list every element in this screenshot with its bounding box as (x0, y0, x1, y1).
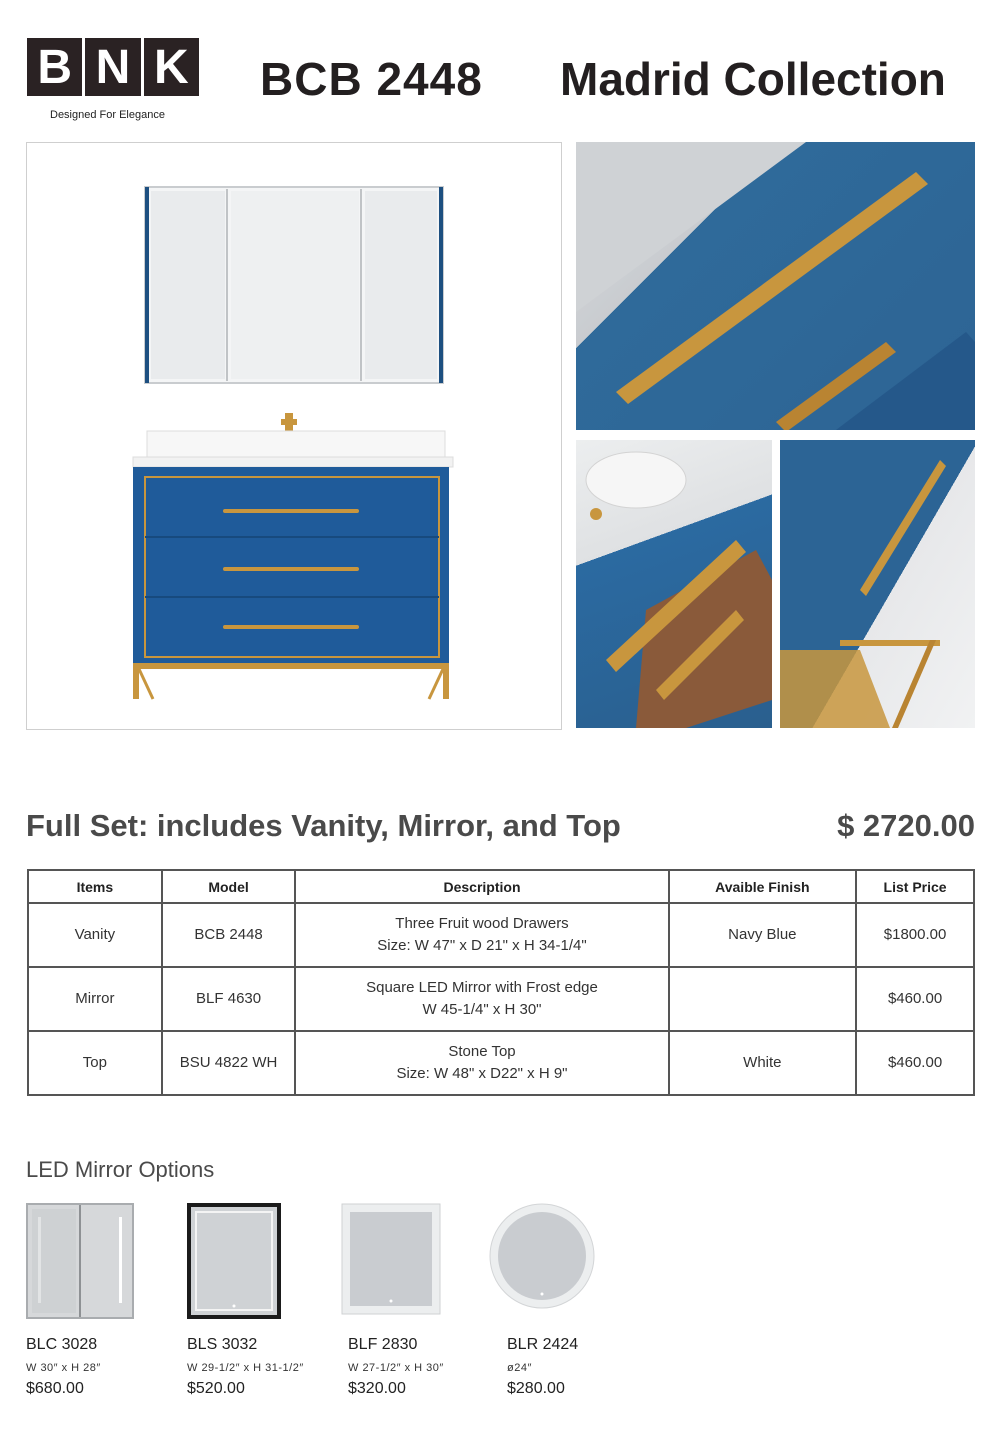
logo-letter: K (144, 38, 199, 96)
cell-model: BSU 4822 WH (162, 1031, 296, 1095)
header-price: List Price (856, 870, 974, 903)
desc-line: Square LED Mirror with Frost edge (366, 979, 598, 996)
option-model: BLC 3028 (26, 1336, 98, 1353)
detail-photo-leg (780, 440, 975, 728)
desc-line: Three Fruit wood Drawers (395, 915, 569, 932)
header-items: Items (28, 870, 162, 903)
cell-model: BLF 4630 (162, 967, 296, 1031)
option-price: $280.00 (507, 1380, 565, 1397)
cell-price: $1800.00 (856, 903, 974, 967)
cell-finish (669, 967, 857, 1031)
detail-photo-drawer (576, 440, 772, 728)
detail-photo-handle (576, 142, 975, 430)
option-model: BLF 2830 (348, 1336, 418, 1353)
option-dimensions: W 27-1/2″ x H 30″ (348, 1362, 444, 1374)
table-row (28, 903, 974, 967)
brand-tagline: Designed For Elegance (50, 109, 165, 121)
vanity-illustration (27, 143, 561, 729)
mirror-option-image (26, 1203, 134, 1324)
cell-description (295, 903, 668, 967)
logo-letter: B (27, 38, 82, 96)
header-description: Description (295, 870, 668, 903)
desc-line: Stone Top (448, 1043, 516, 1060)
header-model: Model (162, 870, 296, 903)
mirror-option-image (341, 1203, 441, 1320)
option-dimensions: W 30″ x H 28″ (26, 1362, 101, 1374)
leg-closeup (780, 440, 975, 728)
header-finish: Avaible Finish (669, 870, 857, 903)
cell-item: Mirror (28, 967, 162, 1031)
option-model: BLR 2424 (507, 1336, 579, 1353)
drawer-closeup (576, 440, 772, 728)
collection-title: Madrid Collection (560, 53, 946, 105)
option-model: BLS 3032 (187, 1336, 258, 1353)
desc-line: W 45-1/4" x H 30" (422, 1001, 542, 1018)
cell-description (295, 1031, 668, 1095)
full-set-price: $ 2720.00 (837, 808, 975, 843)
option-dimensions: W 29-1/2″ x H 31-1/2″ (187, 1362, 304, 1374)
logo-letter: N (85, 38, 140, 96)
spec-table (27, 869, 975, 1096)
cell-finish: Navy Blue (669, 903, 857, 967)
table-header-row (28, 870, 974, 903)
desc-line: Size: W 48" x D22" x H 9" (396, 1065, 568, 1082)
full-set-label: Full Set: includes Vanity, Mirror, and Top (26, 808, 621, 843)
model-title: BCB 2448 (260, 53, 483, 105)
handle-closeup (576, 142, 975, 430)
cell-description (295, 967, 668, 1031)
cell-price: $460.00 (856, 967, 974, 1031)
cell-item: Top (28, 1031, 162, 1095)
mirror-option-image (187, 1203, 281, 1324)
option-dimensions: ø24″ (507, 1362, 532, 1374)
table-row (28, 1031, 974, 1095)
options-title: LED Mirror Options (26, 1157, 215, 1182)
option-price: $320.00 (348, 1380, 406, 1397)
cell-item: Vanity (28, 903, 162, 967)
mirror-option-image (489, 1203, 595, 1314)
option-price: $680.00 (26, 1380, 84, 1397)
table-row (28, 967, 974, 1031)
brand-logo (27, 38, 199, 96)
cell-model: BCB 2448 (162, 903, 296, 967)
option-price: $520.00 (187, 1380, 245, 1397)
cell-price: $460.00 (856, 1031, 974, 1095)
desc-line: Size: W 47" x D 21" x H 34-1/4" (377, 937, 587, 954)
product-photo (26, 142, 562, 730)
cell-finish: White (669, 1031, 857, 1095)
